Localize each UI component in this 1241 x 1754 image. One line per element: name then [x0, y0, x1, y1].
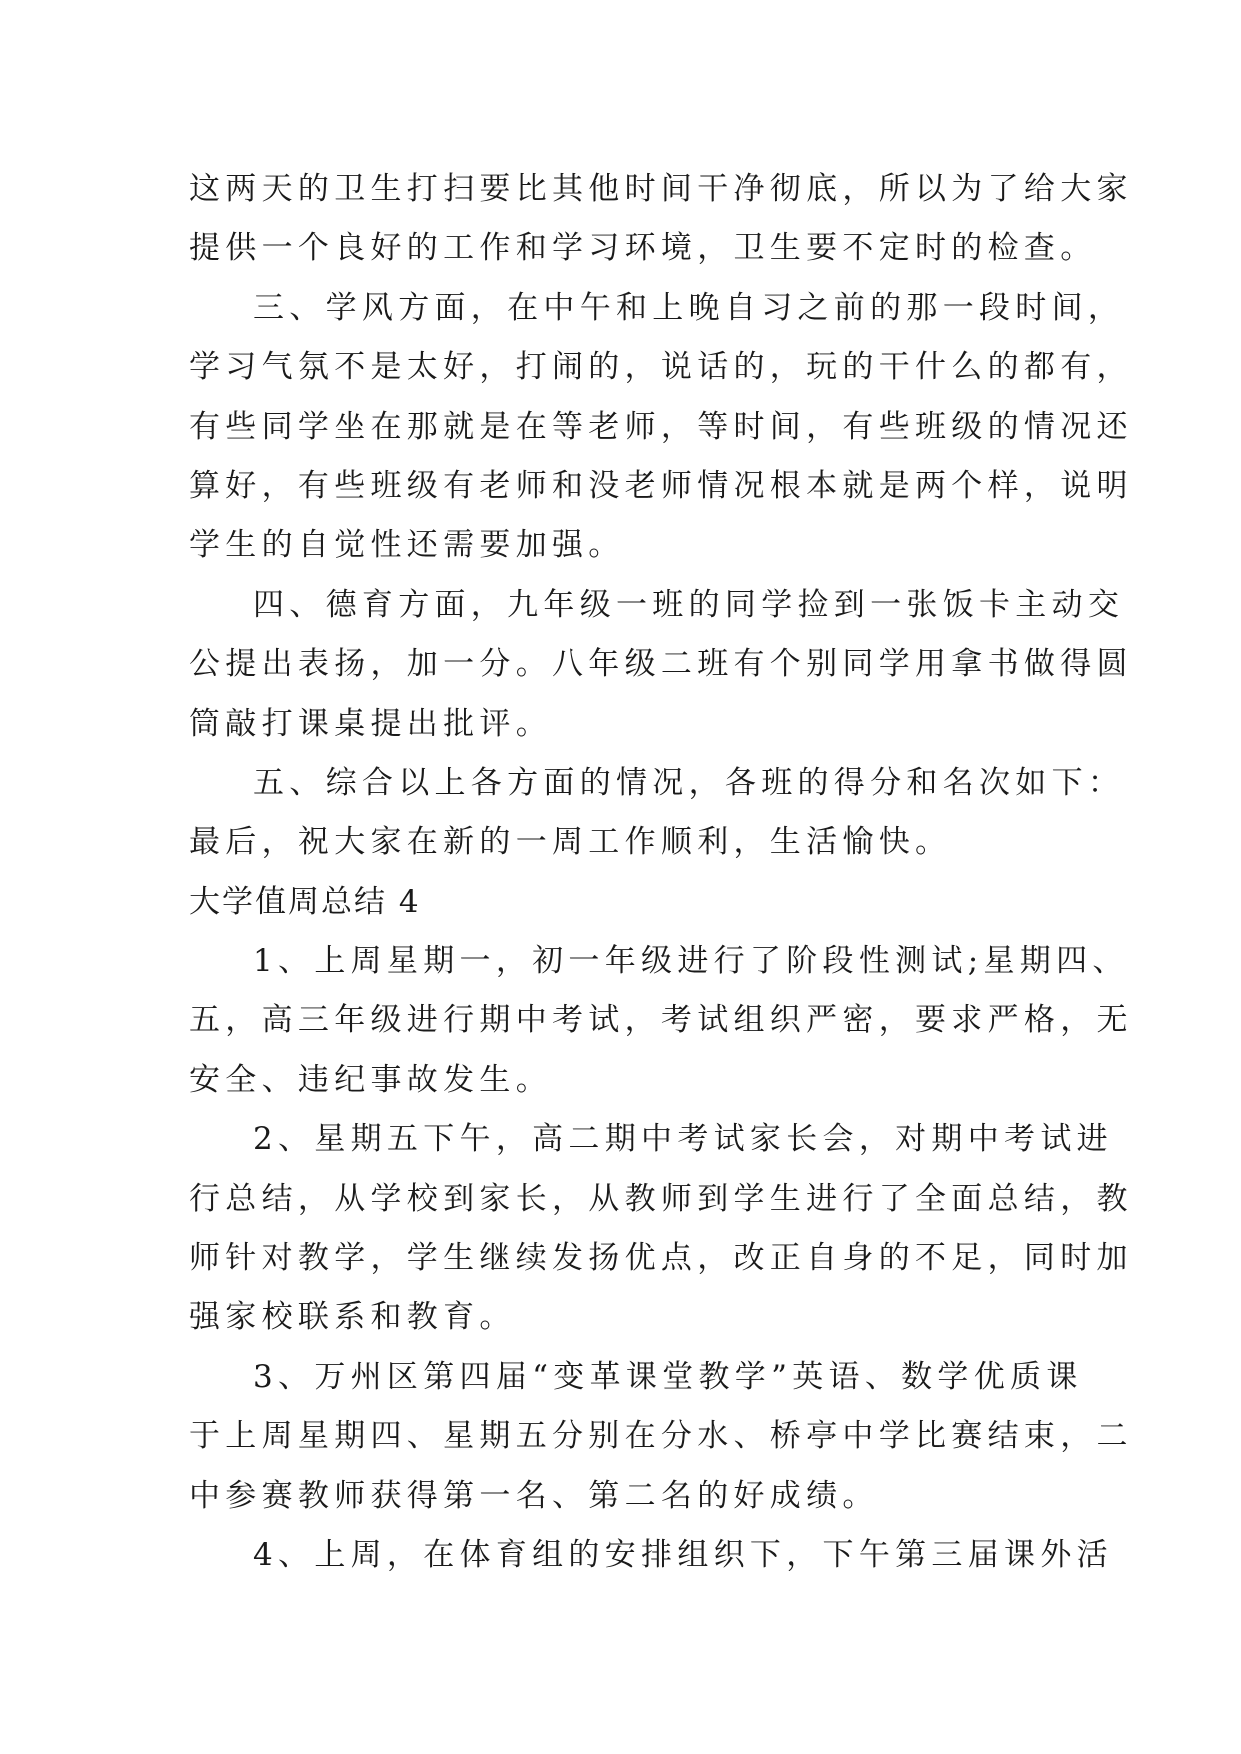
- document-body: [189, 160, 1133, 1585]
- text-line: 强家校联系和教育。: [189, 1299, 516, 1336]
- text-line: 最后，祝大家在新的一周工作顺利，生活愉快。: [189, 824, 952, 861]
- text-line: 行总结，从学校到家长，从教师到学生进行了全面总结，教: [189, 1180, 1133, 1217]
- text-line: 学生的自觉性还需要加强。: [189, 527, 625, 564]
- text-line: 五，高三年级进行期中考试，考试组织严密，要求严格，无: [189, 1002, 1133, 1039]
- paragraph-start-line: 3、万州区第四届“变革课堂教学”英语、数学优质课: [253, 1358, 1083, 1395]
- text-line: 算好，有些班级有老师和没老师情况根本就是两个样，说明: [189, 467, 1133, 504]
- paragraph-start-line: 1、上周星期一，初一年级进行了阶段性测试;星期四、: [253, 943, 1129, 980]
- paragraph-start-line: 2、星期五下午，高二期中考试家长会，对期中考试进: [253, 1121, 1113, 1158]
- text-line: 筒敲打课桌提出批评。: [189, 705, 552, 742]
- text-line: 学习气氛不是太好，打闹的，说话的，玩的干什么的都有，: [189, 349, 1133, 386]
- text-line: 公提出表扬，加一分。八年级二班有个别同学用拿书做得圆: [189, 646, 1133, 683]
- text-line: 提供一个良好的工作和学习环境，卫生要不定时的检查。: [189, 230, 1097, 267]
- text-line: 于上周星期四、星期五分别在分水、桥亭中学比赛结束，二: [189, 1418, 1133, 1455]
- paragraph-start-line: 4、上周，在体育组的安排组织下，下午第三届课外活: [253, 1536, 1113, 1573]
- section-heading: 大学值周总结 4: [189, 883, 421, 920]
- text-line: 安全、违纪事故发生。: [189, 1061, 552, 1098]
- text-line: 有些同学坐在那就是在等老师，等时间，有些班级的情况还: [189, 408, 1133, 445]
- text-line: 师针对教学，学生继续发扬优点，改正自身的不足，同时加: [189, 1240, 1133, 1277]
- paragraph-start-line: 三、学风方面，在中午和上晚自习之前的那一段时间，: [253, 289, 1125, 326]
- paragraph-start-line: 四、德育方面，九年级一班的同学捡到一张饭卡主动交: [253, 586, 1125, 623]
- paragraph-start-line: 五、综合以上各方面的情况，各班的得分和名次如下：: [253, 764, 1125, 801]
- text-line: 中参赛教师获得第一名、第二名的好成绩。: [189, 1477, 879, 1514]
- text-line: 这两天的卫生打扫要比其他时间干净彻底，所以为了给大家: [189, 171, 1133, 207]
